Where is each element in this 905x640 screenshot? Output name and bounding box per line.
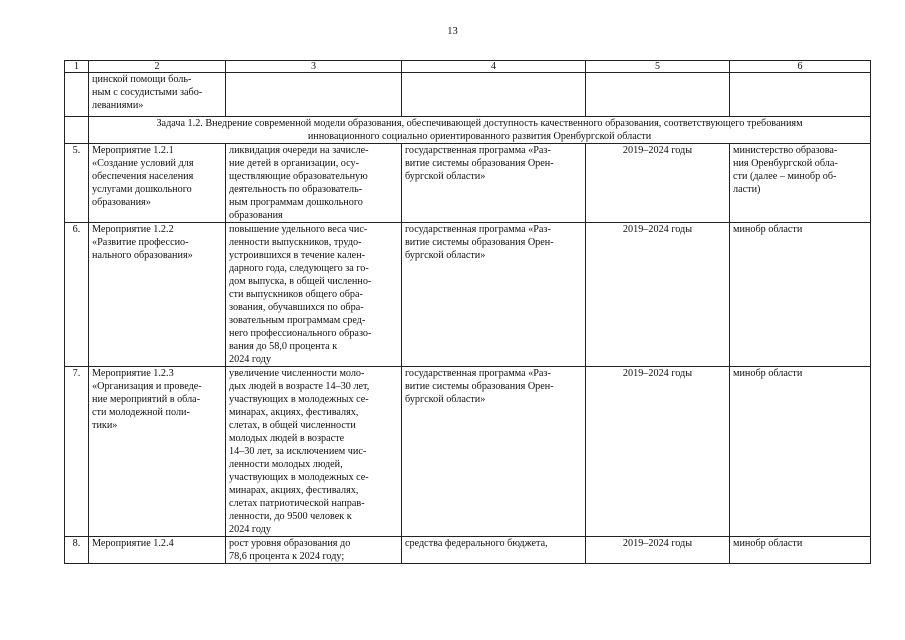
source-cell: государственная программа «Раз- витие системы образования Орен- бургской области» [402, 367, 586, 537]
row-number: 8. [65, 537, 89, 564]
event-cell: Мероприятие 1.2.1 «Создание условий для обеспечения населения услугами дошкольного образования» [89, 144, 226, 223]
event-cell: цинской помощи боль- ным с сосудистыми забо- леваниями» [89, 73, 226, 117]
executor-cell: минобр области [730, 537, 871, 564]
executor-cell [730, 73, 871, 117]
executor-cell: минобр области [730, 367, 871, 537]
row-number [65, 117, 89, 144]
deadline-cell: 2019–2024 годы [586, 223, 730, 367]
task-row [65, 117, 871, 144]
event-cell: Мероприятие 1.2.2 «Развитие профессио- нального образования» [89, 223, 226, 367]
column-header: 2 [89, 61, 226, 73]
source-cell [402, 73, 586, 117]
table-row [65, 537, 871, 564]
event-cell: Мероприятие 1.2.3 «Организация и проведе- ние мероприятий в обла- сти молодежной поли- тики» [89, 367, 226, 537]
indicator-cell: повышение удельного веса чис- ленности выпускников, трудо- устроившихся в течение кален- дарного года, следующего за го- дом выпуска, в общей численно- сти выпускников общего обра- зования, обучавшихся по обра- зовательным программам сред- него профессионального образо- вания до 58,0 процента к 2024 году [226, 223, 402, 367]
row-number: 5. [65, 144, 89, 223]
table-row [65, 144, 871, 223]
executor-cell: министерство образова- ния Оренбургской обла- сти (далее – минобр об- ласти) [730, 144, 871, 223]
page-number: 13 [447, 26, 458, 37]
column-header: 6 [730, 61, 871, 73]
indicator-cell [226, 73, 402, 117]
row-number: 6. [65, 223, 89, 367]
column-header: 5 [586, 61, 730, 73]
source-cell: государственная программа «Раз- витие системы образования Орен- бургской области» [402, 144, 586, 223]
measures-table [64, 60, 871, 564]
source-cell: средства федерального бюджета, [402, 537, 586, 564]
indicator-cell: ликвидация очереди на зачисле- ние детей в организации, осу- ществляющие образовательную деятельность по образователь- ным программам дошкольного образования [226, 144, 402, 223]
table-row [65, 223, 871, 367]
event-cell: Мероприятие 1.2.4 [89, 537, 226, 564]
table-row [65, 367, 871, 537]
task-heading: Задача 1.2. Внедрение современной модели образования, обеспечивающей доступность качественного образования, соответствующего требованиям инновационного социально ориентированного развития Оренбургской области [89, 117, 871, 144]
deadline-cell: 2019–2024 годы [586, 367, 730, 537]
table-row [65, 73, 871, 117]
row-number: 7. [65, 367, 89, 537]
source-cell: государственная программа «Раз- витие системы образования Орен- бургской области» [402, 223, 586, 367]
column-header: 4 [402, 61, 586, 73]
executor-cell: минобр области [730, 223, 871, 367]
deadline-cell: 2019–2024 годы [586, 537, 730, 564]
column-header: 3 [226, 61, 402, 73]
indicator-cell: рост уровня образования до 78,6 процента к 2024 году; [226, 537, 402, 564]
column-header-row [65, 61, 871, 73]
indicator-cell: увеличение численности моло- дых людей в возрасте 14–30 лет, участвующих в молодежных се- минарах, акциях, фестивалях, слетах, в общей численности молодых людей в возрасте 14–30 лет, за исключением чис- ленности молодых людей, участвующих в молодежных се- минарах, акциях, фестивалях, слетах патриотической направ- ленности, до 9500 человек к 2024 году [226, 367, 402, 537]
row-number [65, 73, 89, 117]
deadline-cell: 2019–2024 годы [586, 144, 730, 223]
deadline-cell [586, 73, 730, 117]
column-header: 1 [65, 61, 89, 73]
